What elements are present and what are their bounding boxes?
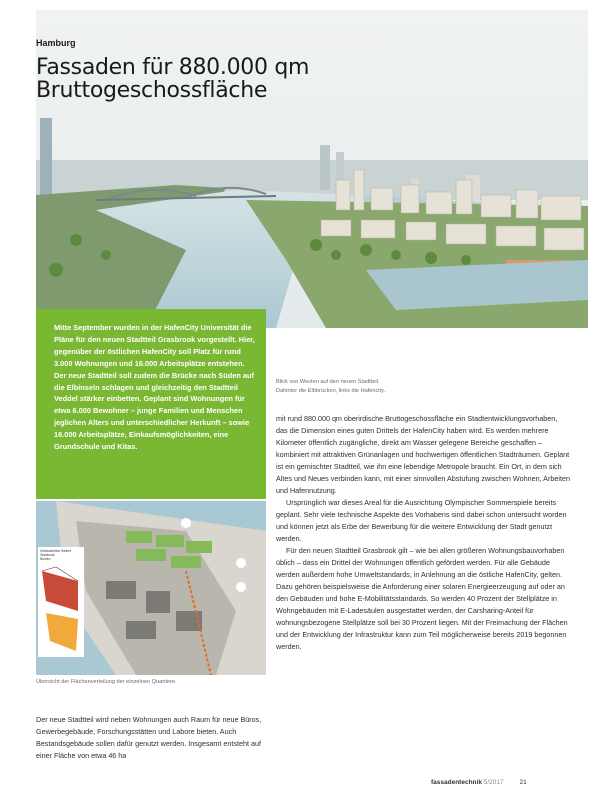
left-paragraph: Der neue Stadtteil wird neben Wohnungen auch Raum für neue Büros, Gewerbegebäude, Forschungsstätten und Labore bieten. Auch Bestandsgebäude sollen dafür genutzt werden. Insgesamt entsteht auf einer Fläche von etwa 46 ha [36, 715, 262, 760]
map-legend-sub: Norden [40, 557, 51, 561]
title-line-1: Fassaden für 880.000 qm [36, 55, 310, 80]
magazine-name: fassadentechnik [431, 779, 482, 786]
hero-caption-line-1: Blick von Westen auf den neuen Stadtteil. [276, 379, 380, 385]
site-plan-drawing [36, 501, 266, 675]
hero-caption [276, 378, 576, 396]
page-number: 21 [519, 779, 527, 786]
page-title [36, 56, 356, 102]
intro-text: Mitte September wurden in der HafenCity Universität die Pläne für den neuen Stadtteil Grasbrook vorgestellt. Hier, gegenüber der östlichen HafenCity soll Platz für rund 3.000 Wohnungen und 16.000 Arbeitsplätze entstehen. Der neue Stadtteil soll zudem die Brücke nach Süden auf die Elbinseln schlagen und gleichzeitig den Stadtteil Veddel stärker einbetten. Geplant sind Wohnungen für etwa 6.000 Bewohner – junge Familien und Menschen jeglichen Alters und unterschiedlicher Herkunft – sowie 16.000 Arbeitsplätze, Einkaufsmöglichkeiten, eine Grundschule und Kitas. [54, 323, 255, 452]
right-column-text [276, 413, 570, 653]
left-column-text [36, 714, 266, 762]
section-kicker: Hamburg [36, 38, 76, 48]
right-paragraph-1: mit rund 880.000 qm oberirdische Bruttogeschossfläche ein Stadtentwicklungsvorhaben, das die Dimension eines guten Drittels der HafenCity haben wird. Es werden mehrere Kilometer öffentlich zugängliche, direkt am Wasser gelegene Bereiche geschaffen – kombiniert mit attraktiven Grünanlagen und hochwertigen öffentlichen Stadträumen. Geplant ist ein gemischter Stadtteil, wie ihn eine lebendige Metropole braucht. Ein Ort, in dem sich Altes und Neues verbinden kann, mit einer sinnvollen Abstufung zwischen Wohnen, Arbeiten und Hafennutzung. [276, 414, 570, 495]
issue-number: 5/2017 [483, 779, 504, 786]
map-legend-title: Gebäudehöhe Kleiner Grasbrook [40, 549, 72, 557]
intro-box [36, 309, 266, 499]
title-line-2: Bruttogeschossfläche [36, 78, 268, 103]
right-paragraph-2: Ursprünglich war dieses Areal für die Ausrichtung Olympischer Sommerspiele bereits geplant. Sehr viele technische Aspekte des Vorhabens sind dabei schon untersucht worden und können jetzt als Erbe der Bewerbung für die weitere Entwicklung der Stadt genutzt werden. [276, 498, 567, 543]
right-paragraph-3: Für den neuen Stadtteil Grasbrook gilt – wie bei allen größeren Wohnungsbauvorhaben üblich – dass ein Drittel der Wohnungen öffentlich gefördert werden. Für alle Gebäude werden außerdem hohe Umweltstandards, in Anlehnung an die östliche HafenCity, gelten. Dazu gehören beispielsweise die Anforderung einer solaren Energieerzeugung auf oder an den Gebäuden und hohe E-Mobilitätsstandards. So werden 40 Prozent der Stellplätze in Wohngebäuden mit E-Ladesäulen ausgestattet werden, der Carsharing-Anteil für wohnungsbezogene Stellplätze soll bei 30 Prozent liegen. Mit der Freimachung der Flächen und der Entwicklung der Infrastruktur kann zum Teil möglicherweise bereits 2019 begonnen werden. [276, 546, 568, 651]
hero-caption-line-2: Dahinter die Elbbrücken, links die Hafencity. [276, 388, 386, 394]
site-plan-image [36, 501, 266, 675]
map-caption: Übersicht der Flächenverteilung der einzelnen Quartiere. [36, 679, 177, 685]
page-footer [431, 779, 527, 786]
